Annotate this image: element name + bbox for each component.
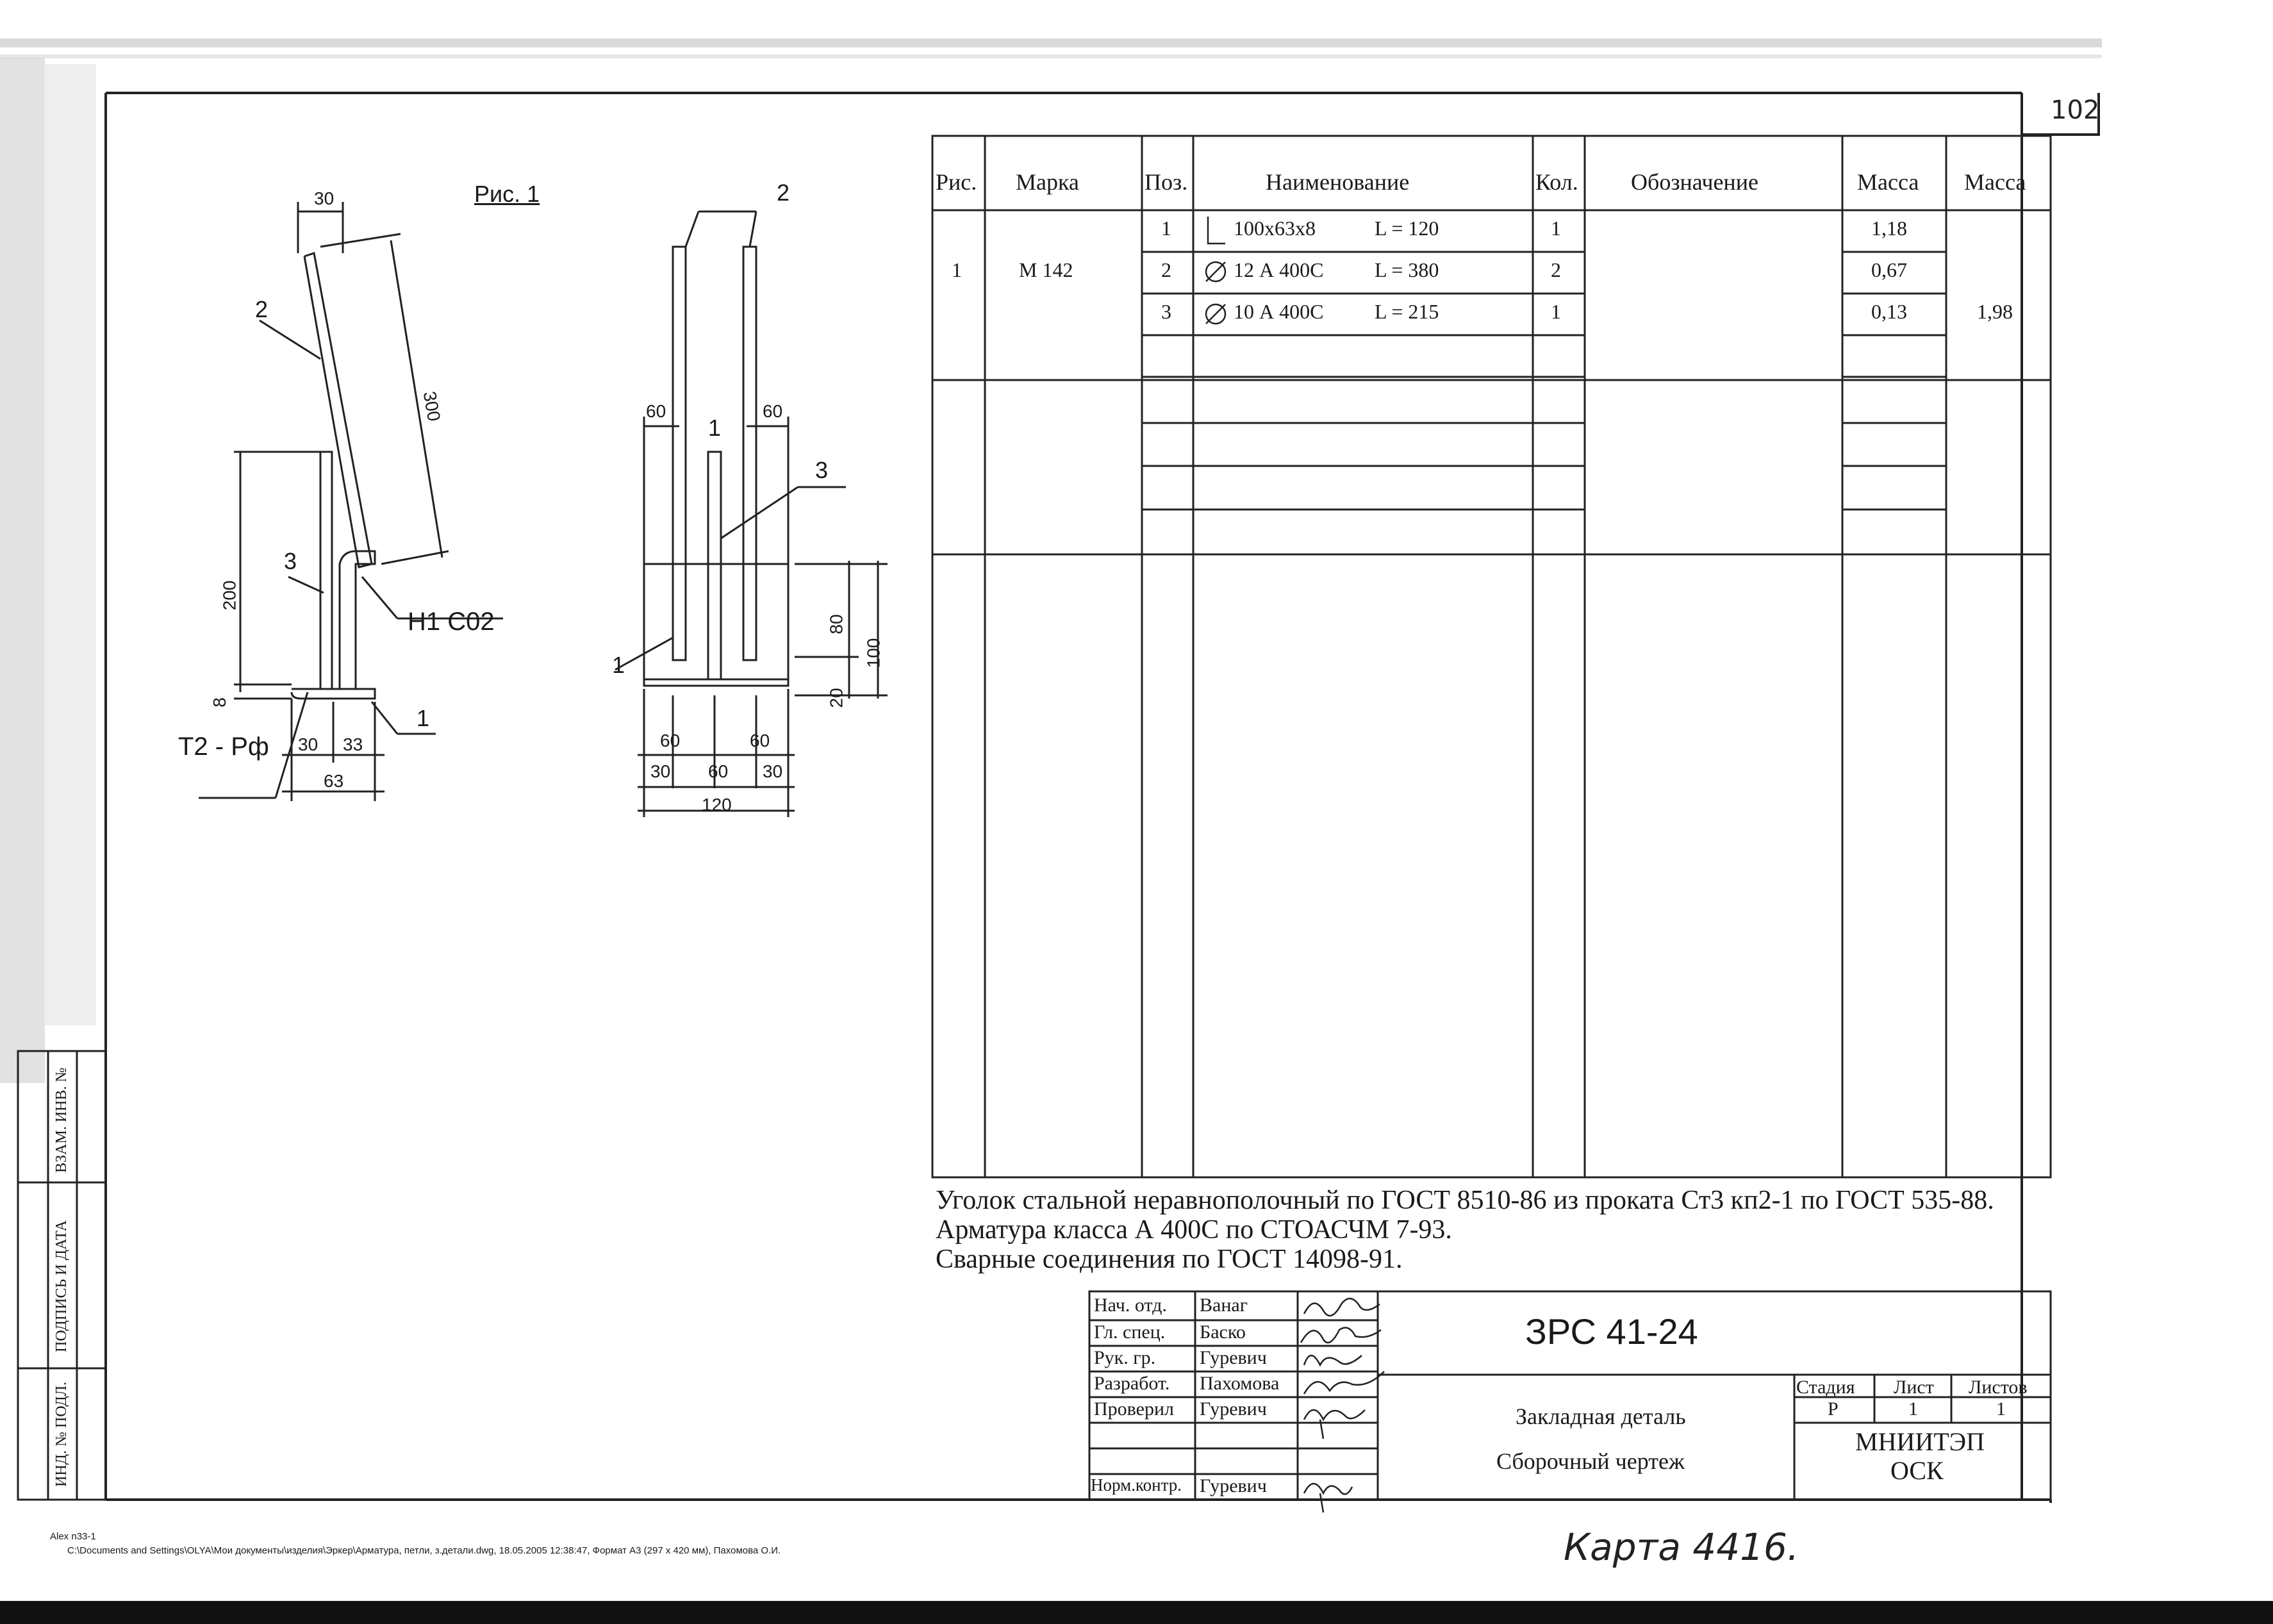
- title-line-2: Сборочный чертеж: [1496, 1448, 1685, 1474]
- person-3: Пахомова: [1200, 1373, 1280, 1394]
- title-line-1: Закладная деталь: [1516, 1404, 1686, 1429]
- row3-qty: 1: [1551, 300, 1561, 323]
- role-2: Рук. гр.: [1094, 1347, 1156, 1368]
- row3-length: L = 215: [1375, 300, 1439, 323]
- col-header-designation: Обозначение: [1631, 169, 1758, 195]
- col-header-pos: Поз.: [1145, 169, 1188, 195]
- row1-name: 100х63х8: [1234, 217, 1316, 240]
- sheets-label: Листов: [1969, 1377, 2028, 1398]
- dim-20: 20: [826, 688, 847, 708]
- footer-author: Alex n33-1: [50, 1531, 96, 1542]
- front-pos-label-1: 1: [612, 652, 625, 678]
- dim-30-bottom-left: 30: [650, 761, 671, 781]
- dim-300: 300: [419, 390, 445, 423]
- stage-value: Р: [1828, 1398, 1839, 1420]
- row1-pos: 1: [1161, 217, 1171, 240]
- person-2: Гуревич: [1200, 1347, 1267, 1368]
- row2-length: L = 380: [1375, 258, 1439, 281]
- row2-pos: 2: [1161, 258, 1171, 281]
- col-header-mass-unit: Масса: [1857, 169, 1919, 195]
- col-header-fig: Рис.: [936, 169, 977, 195]
- role-1: Гл. спец.: [1094, 1322, 1166, 1343]
- dim-60-bottom-mid: 60: [708, 761, 729, 781]
- dim-60-bottom-right: 60: [750, 731, 770, 750]
- pos-label-2: 2: [255, 296, 269, 322]
- row1-length: L = 120: [1375, 217, 1439, 240]
- col-header-mark: Марка: [1016, 169, 1079, 195]
- row3-mass: 0,13: [1871, 300, 1907, 323]
- row3-name: 10 А 400С: [1234, 300, 1324, 323]
- side-label-signature-date: ПОДПИСЬ И ДАТА: [53, 1220, 70, 1352]
- weld-label-t2: Т2 - Рф: [178, 733, 269, 761]
- front-pos-label-2: 2: [777, 179, 790, 206]
- row1-mass: 1,18: [1871, 217, 1907, 240]
- role-4: Проверил: [1094, 1398, 1174, 1420]
- col-header-name: Наименование: [1266, 169, 1410, 195]
- org-line-2: ОСК: [1890, 1456, 1944, 1485]
- side-label-original-no: ИНД. № ПОДЛ.: [53, 1381, 70, 1487]
- dim-120: 120: [702, 795, 732, 815]
- person-0: Ванаг: [1200, 1295, 1248, 1316]
- row3-pos: 3: [1161, 300, 1171, 323]
- total-mass: 1,98: [1977, 300, 2013, 323]
- sheet-label: Лист: [1894, 1377, 1934, 1398]
- weld-label-h1: Н1 С02: [408, 608, 495, 636]
- role-6: Норм.контр.: [1091, 1475, 1182, 1495]
- stage-label: Стадия: [1796, 1377, 1855, 1398]
- person-6: Гуревич: [1200, 1475, 1267, 1496]
- person-4: Гуревич: [1200, 1398, 1267, 1420]
- front-pos-label-1-top: 1: [708, 415, 722, 441]
- footer-file-path: C:\Documents and Settings\OLYA\Мои документы\изделия\Эркер\Арматура, петли, з.детали.dwg, 18.05.2005 12:38:47, Формат А3 (297 x 420 мм), Пахомова О.И.: [67, 1545, 781, 1556]
- row2-mass: 0,67: [1871, 258, 1907, 281]
- role-3: Разработ.: [1094, 1373, 1170, 1394]
- dim-30-bottom: 30: [298, 734, 318, 754]
- dim-60-top-left: 60: [646, 401, 666, 421]
- pos-label-1: 1: [417, 705, 430, 731]
- dim-8: 8: [209, 697, 229, 708]
- front-pos-label-3: 3: [815, 457, 829, 483]
- dim-33: 33: [343, 734, 363, 754]
- sheets-value: 1: [1996, 1398, 2006, 1420]
- pos-label-3: 3: [284, 548, 297, 574]
- note-3: Сварные соединения по ГОСТ 14098-91.: [936, 1245, 1403, 1274]
- figure-number: 1: [952, 258, 962, 281]
- handwritten-note: Карта 4416.: [1564, 1525, 1799, 1569]
- side-label-replaced-inv: ВЗАМ. ИНВ. №: [53, 1067, 70, 1173]
- col-header-mass-total: Масса: [1964, 169, 2026, 195]
- row2-name: 12 А 400С: [1234, 258, 1324, 281]
- sheet-value: 1: [1908, 1398, 1918, 1420]
- note-2: Арматура класса А 400С по СТОАСЧМ 7-93.: [936, 1215, 1452, 1245]
- dim-100: 100: [863, 638, 884, 668]
- dim-60-top-right: 60: [763, 401, 783, 421]
- dim-200: 200: [219, 580, 240, 611]
- org-line-1: МНИИТЭП: [1855, 1427, 1985, 1456]
- figure-title: Рис. 1: [474, 181, 540, 207]
- mark-value: М 142: [1019, 258, 1073, 281]
- row2-qty: 2: [1551, 258, 1561, 281]
- dim-30-bottom-right: 30: [763, 761, 783, 781]
- role-0: Нач. отд.: [1094, 1295, 1167, 1316]
- dim-60-bottom-left: 60: [660, 731, 681, 750]
- dim-30-top: 30: [314, 188, 335, 208]
- person-1: Баско: [1200, 1322, 1246, 1343]
- document-code: ЗРС 41-24: [1525, 1311, 1698, 1352]
- row1-qty: 1: [1551, 217, 1561, 240]
- col-header-qty: Кол.: [1535, 169, 1578, 195]
- dim-80: 80: [826, 614, 847, 634]
- note-1: Уголок стальной неравнополочный по ГОСТ 8510-86 из проката Ст3 кп2-1 по ГОСТ 535-88.: [936, 1186, 1994, 1215]
- sheet-number: 102: [2051, 95, 2100, 125]
- dim-63: 63: [324, 771, 344, 791]
